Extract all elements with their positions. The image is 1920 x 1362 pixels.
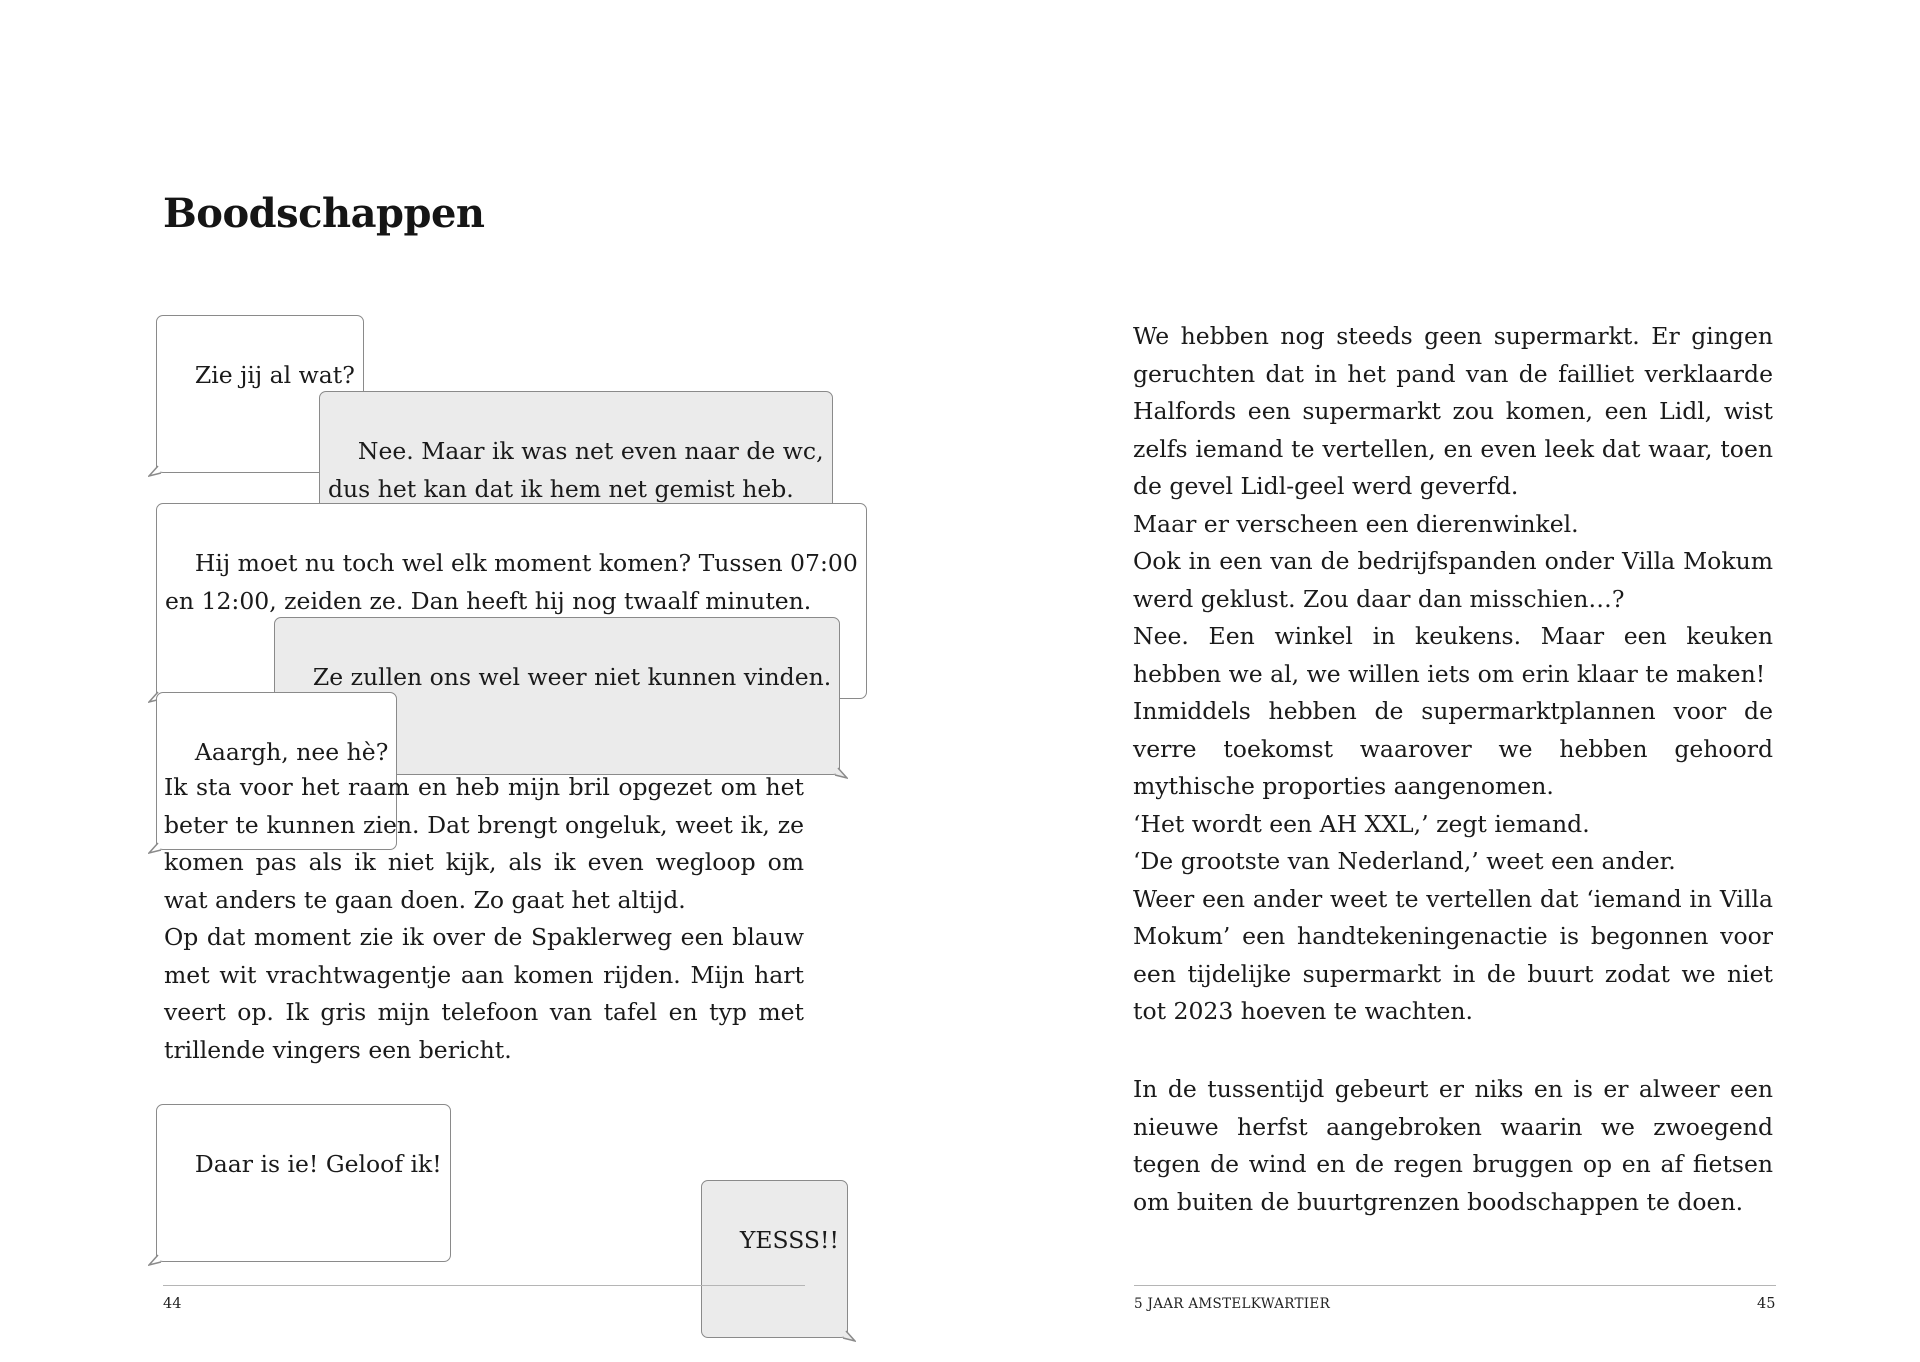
chat-message-text: YESSS!! [739, 1226, 839, 1254]
chat-message-text: Aaargh, nee hè? [194, 738, 389, 766]
paragraph: Ik sta voor het raam en heb mijn bril opgezet om het beter te kunnen zien. Dat brengt ongeluk, weet ik, ze komen pas als ik niet kijk, als ik even wegloop om wat anders te gaan doen. Zo gaat het altijd. [164, 773, 804, 914]
paragraph: In de tussentijd gebeurt er niks en is er alweer een nieuwe herfst aangebroken waarin we zwoegend tegen de wind en de regen bruggen op en af fietsen om buiten de buurtgrenzen boodschappen te doen. [1133, 1075, 1773, 1216]
page-number: 45 [1757, 1296, 1776, 1312]
chat-bubble-incoming [156, 1104, 451, 1262]
speech-tail-icon [148, 841, 162, 855]
paragraph: Maar er verscheen een dierenwinkel. [1133, 509, 1579, 538]
paragraph: ‘De grootste van Nederland,’ weet een ander. [1133, 847, 1676, 875]
speech-tail-icon [148, 464, 162, 478]
paragraph: Ook in een van de bedrijfspanden onder Villa Mokum werd geklust. Zou daar dan misschien…? [1133, 547, 1773, 613]
chat-message-text: Daar is ie! Geloof ik! [194, 1150, 442, 1178]
page-title: Boodschappen [163, 190, 485, 237]
paragraph: Weer een ander weet te vertellen dat ‘iemand in Villa Mokum’ een handtekeningenactie is begonnen voor een tijdelijke supermarkt in de buurt zodat we niet tot 2023 hoeven te wachten. [1133, 884, 1773, 1025]
body-text [1133, 318, 1773, 1031]
body-text [164, 769, 804, 1069]
chat-bubble-outgoing [701, 1180, 848, 1338]
right-page [960, 0, 1920, 1362]
speech-tail-icon [148, 1253, 162, 1267]
paragraph: Inmiddels hebben de supermarktplannen voor de verre toekomst waarover we hebben gehoord mythische proporties aangenomen. [1133, 697, 1773, 800]
closing-paragraph [1133, 1071, 1773, 1221]
chat-message-text: Zie jij al wat? [194, 361, 355, 389]
page-number: 44 [163, 1296, 182, 1312]
running-footer: 5 JAAR AMSTELKWARTIER [1134, 1296, 1331, 1312]
chat-message-text: Hij moet nu toch wel elk moment komen? Tussen 07:00 en 12:00, zeiden ze. Dan heeft hij nog twaalf minuten. [165, 549, 858, 615]
chat-message-text: Nee. Maar ik was net even naar de wc, dus het kan dat ik hem net gemist heb. [328, 437, 824, 503]
paragraph: We hebben nog steeds geen supermarkt. Er gingen geruchten dat in het pand van de failliet verklaarde Halfords een supermarkt zou komen, een Lidl, wist zelfs iemand te vertellen, en even leek dat waar, toen de gevel Lidl-geel werd geverfd. [1133, 322, 1773, 500]
chat-message-text: Ze zullen ons wel weer niet kunnen vinden. [312, 663, 832, 691]
speech-tail-icon [834, 766, 848, 780]
speech-tail-icon [842, 1329, 856, 1343]
footer-rule [163, 1285, 805, 1286]
paragraph: Nee. Een winkel in keukens. Maar een keuken hebben we al, we willen iets om erin klaar te maken! [1133, 622, 1773, 688]
paragraph: Op dat moment zie ik over de Spaklerweg een blauw met wit vrachtwagentje aan komen rijden. Mijn hart veert op. Ik gris mijn telefoon van tafel en typ met trillende vingers een bericht. [164, 923, 804, 1064]
paragraph: ‘Het wordt een AH XXL,’ zegt iemand. [1133, 809, 1590, 838]
footer-rule [1134, 1285, 1776, 1286]
